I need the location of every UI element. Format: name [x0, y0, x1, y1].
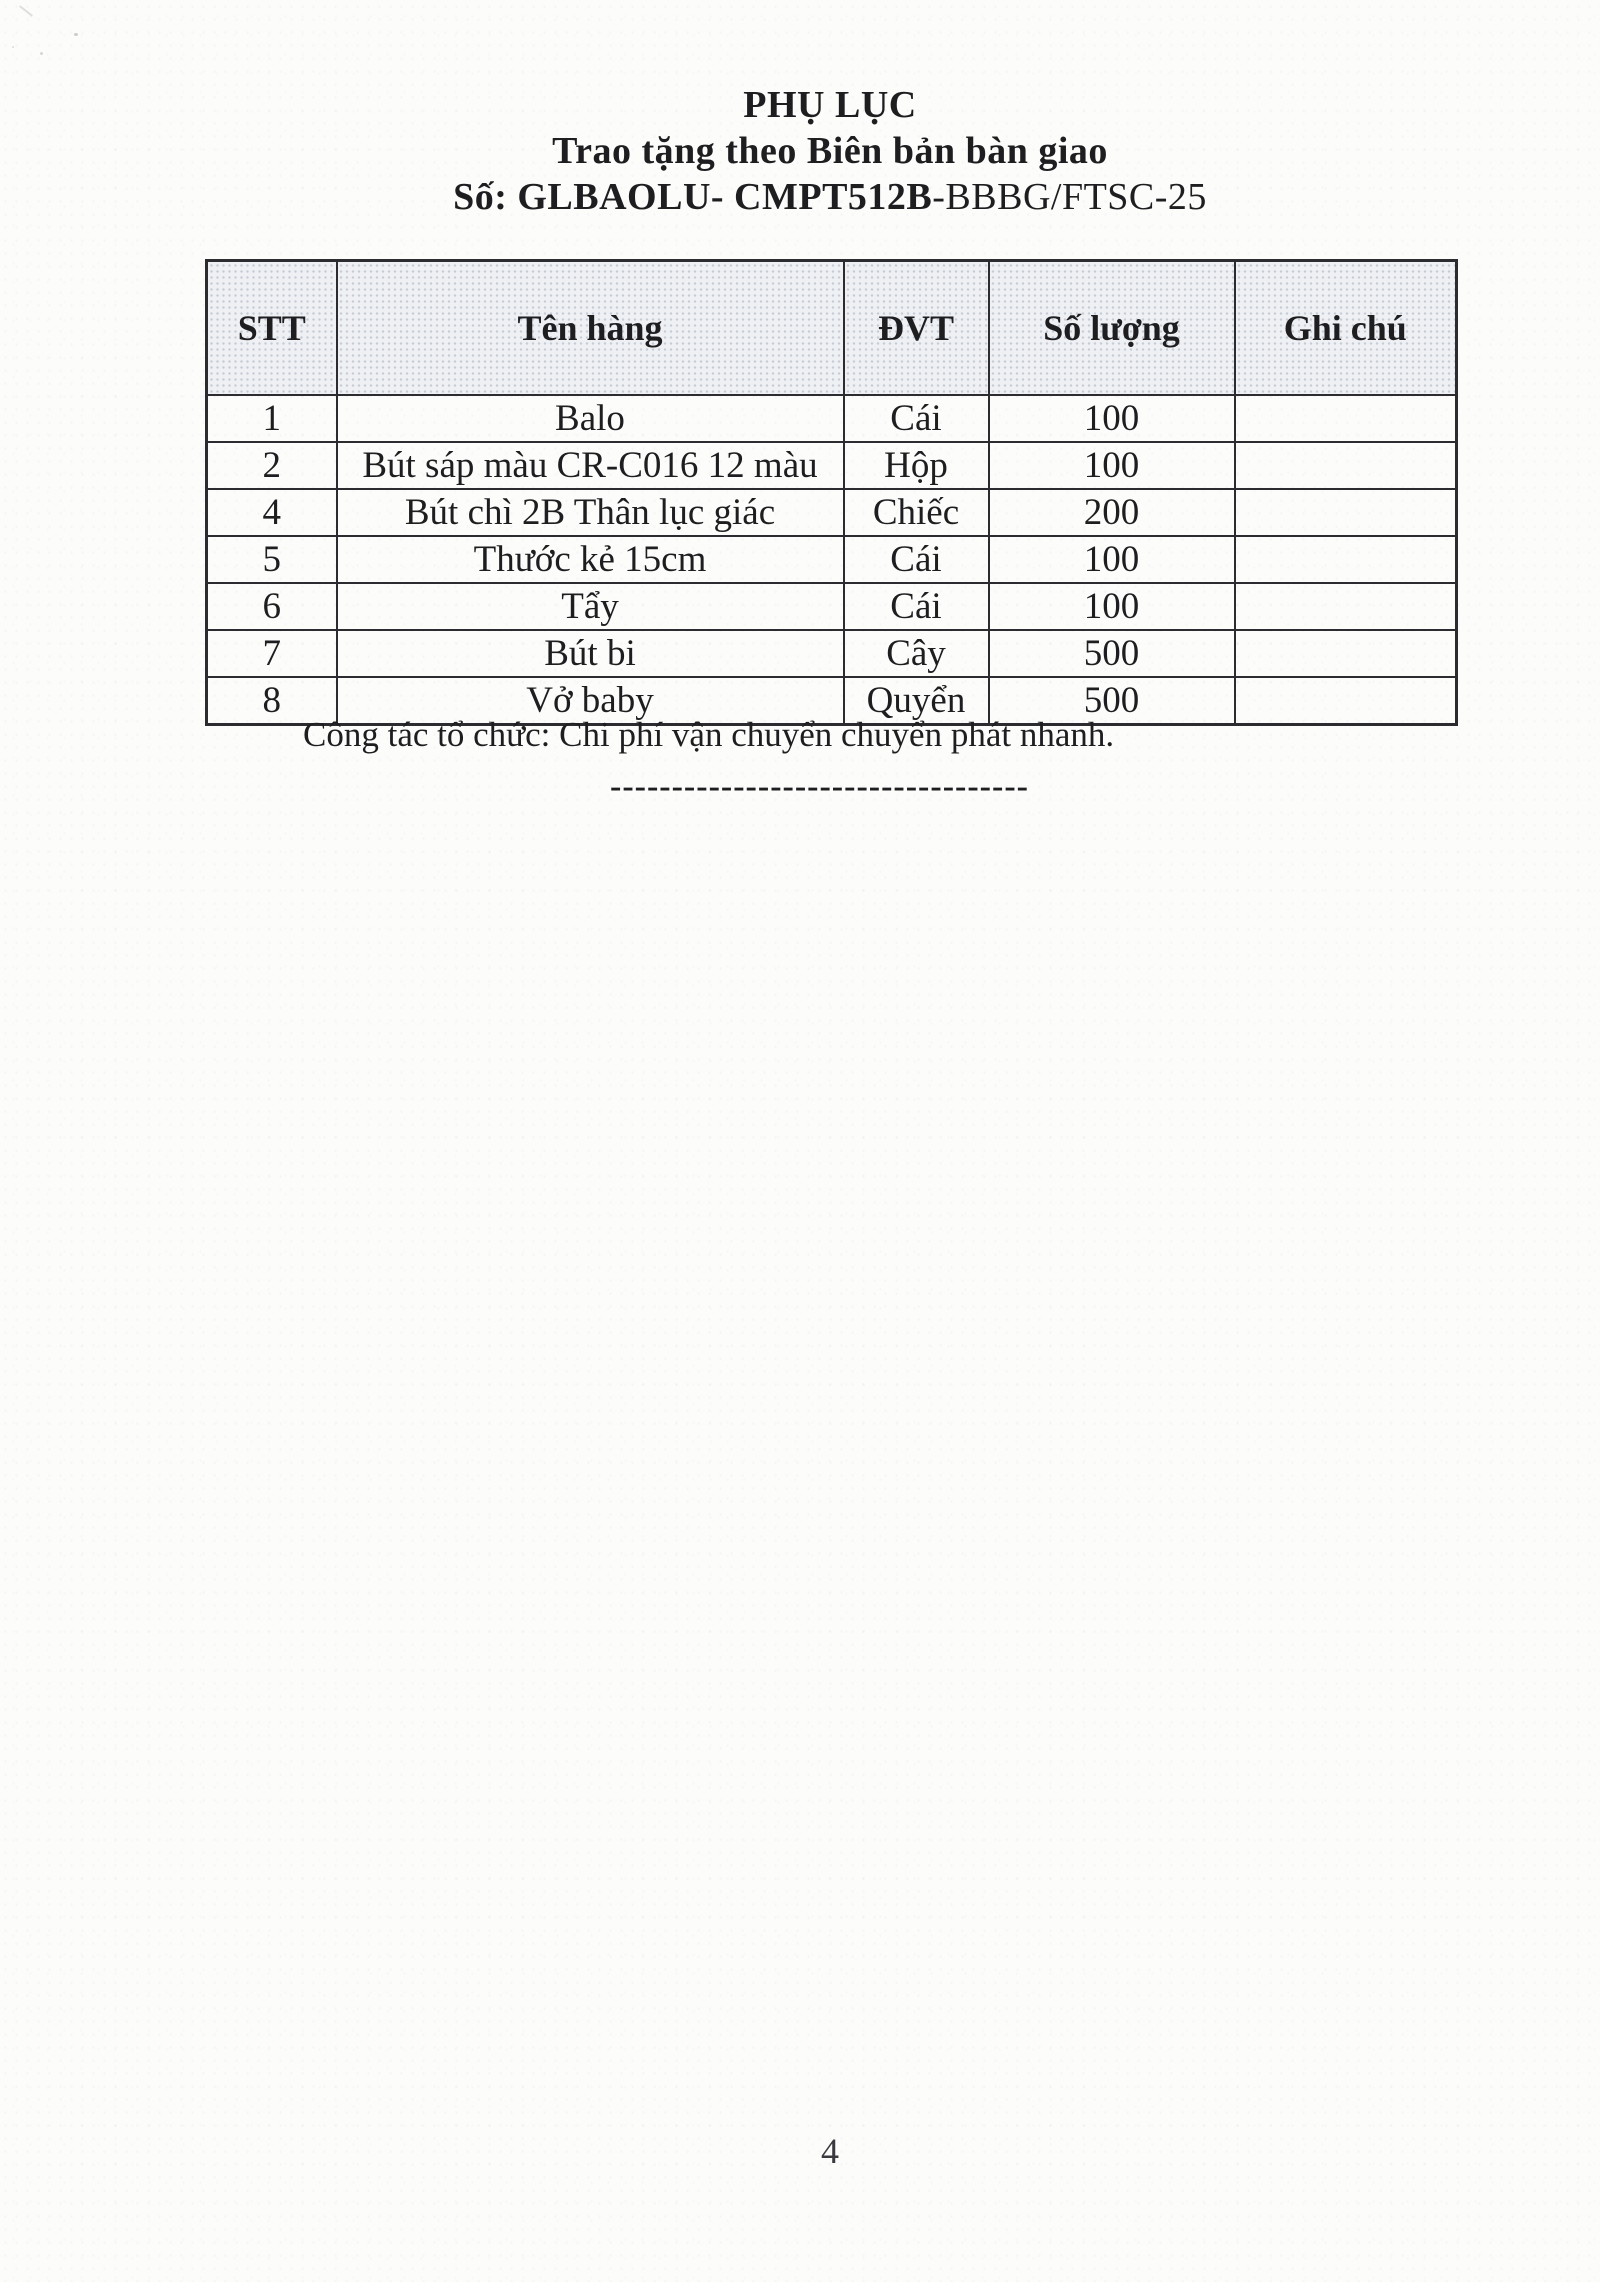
cell-ghi-chu: [1235, 442, 1457, 489]
cell-so-luong: 200: [989, 489, 1235, 536]
cell-ten-hang: Bút chì 2B Thân lục giác: [337, 489, 844, 536]
cell-ten-hang: Balo: [337, 395, 844, 442]
table-row: [207, 395, 1457, 442]
cell-so-luong: 100: [989, 395, 1235, 442]
title-block: [205, 82, 1455, 220]
document-number: [205, 174, 1455, 220]
document-number-bold: Số: GLBAOLU- CMPT512B: [453, 176, 933, 218]
page-number: 4: [821, 2131, 839, 2171]
items-table: [205, 259, 1458, 726]
cell-ten-hang: Tẩy: [337, 583, 844, 630]
table-header-row: [207, 261, 1457, 395]
cell-stt: 1: [207, 395, 337, 442]
table-row: [207, 630, 1457, 677]
scan-artifact: [40, 52, 43, 55]
col-header-ten-hang: Tên hàng: [337, 261, 844, 395]
col-header-so-luong: Số lượng: [989, 261, 1235, 395]
table-row: [207, 536, 1457, 583]
table-body: [207, 395, 1457, 725]
cell-ghi-chu: [1235, 677, 1457, 725]
cell-stt: 6: [207, 583, 337, 630]
cell-ten-hang: Bút bi: [337, 630, 844, 677]
col-header-ghi-chu: Ghi chú: [1235, 261, 1457, 395]
cell-ghi-chu: [1235, 583, 1457, 630]
subtitle: Trao tặng theo Biên bản bàn giao: [552, 130, 1108, 172]
col-header-stt: STT: [207, 261, 337, 395]
document-number-regular: -BBBG/FTSC-25: [932, 176, 1207, 218]
cell-so-luong: 100: [989, 442, 1235, 489]
table-row: [207, 583, 1457, 630]
cell-stt: 8: [207, 677, 337, 725]
cell-stt: 7: [207, 630, 337, 677]
cell-dvt: Cái: [844, 395, 989, 442]
cell-so-luong: 100: [989, 536, 1235, 583]
cell-ghi-chu: [1235, 489, 1457, 536]
cell-ghi-chu: [1235, 536, 1457, 583]
cell-so-luong: 500: [989, 630, 1235, 677]
cell-dvt: Cái: [844, 536, 989, 583]
cell-so-luong: 500: [989, 677, 1235, 725]
cell-ten-hang: Vở baby: [337, 677, 844, 725]
dashed-separator: ----------------------------------: [610, 768, 1029, 805]
cell-stt: 5: [207, 536, 337, 583]
cell-dvt: Cây: [844, 630, 989, 677]
appendix-title: PHỤ LỤC: [743, 84, 917, 126]
cell-stt: 4: [207, 489, 337, 536]
cell-ghi-chu: [1235, 630, 1457, 677]
table-row: [207, 489, 1457, 536]
scan-artifact: [19, 5, 33, 16]
col-header-dvt: ĐVT: [844, 261, 989, 395]
cell-dvt: Chiếc: [844, 489, 989, 536]
table-row: [207, 442, 1457, 489]
cell-dvt: Hộp: [844, 442, 989, 489]
cell-stt: 2: [207, 442, 337, 489]
cell-dvt: Cái: [844, 583, 989, 630]
note-text: Công tác tổ chức: Chi phí vận chuyển chuyển phát nhanh.: [303, 715, 1115, 754]
cell-ghi-chu: [1235, 395, 1457, 442]
scan-artifact: [12, 46, 14, 48]
cell-so-luong: 100: [989, 583, 1235, 630]
cell-dvt: Quyển: [844, 677, 989, 725]
cell-ten-hang: Bút sáp màu CR-C016 12 màu: [337, 442, 844, 489]
cell-ten-hang: Thước kẻ 15cm: [337, 536, 844, 583]
scan-artifact: [74, 33, 78, 36]
